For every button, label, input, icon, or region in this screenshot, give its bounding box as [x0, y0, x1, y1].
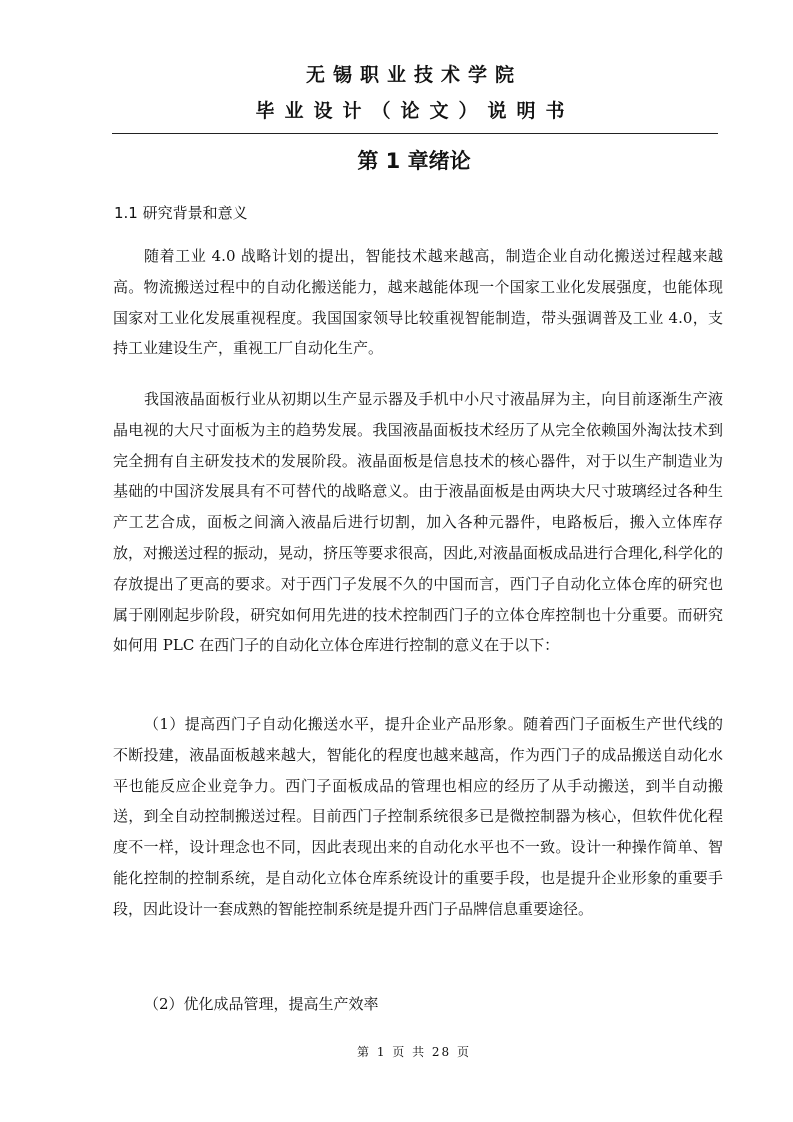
page-number-footer: 第 1 页 共 28 页 [357, 1045, 471, 1059]
section-title: 1.1 研究背景和意义 [114, 204, 248, 222]
header-rule [112, 133, 718, 134]
school-name: 无锡职业技术学院 [305, 64, 522, 86]
paragraph: 随着工业 4.0 战略计划的提出，智能技术越来越高，制造企业自动化搬送过程越来越高。物流搬送过程中的自动化搬送能力，越来越能体现一个国家工业化发展强度，也能体现国家对工业化发展重视程度。我国国家领导比较重视智能制造，带头强调普及工业 4.0，支持工业建设生产，重视工厂自动化生产。 [113, 247, 723, 358]
paragraph: 我国液晶面板行业从初期以生产显示器及手机中小尺寸液晶屏为主，向目前逐渐生产液晶电视的大尺寸面板为主的趋势发展。我国液晶面板技术经历了从完全依赖国外淘汰技术到完全拥有自主研发技术的发展阶段。液晶面板是信息技术的核心器件，对于以生产制造业为基础的中国济发展具有不可替代的战略意义。由于液晶面板是由两块大尺寸玻璃经过各种生产工艺合成，面板之间滴入液晶后进行切割，加入各种元器件，电路板后，搬入立体库存放，对搬送过程的振动，晃动，挤压等要求很高，因此,对液晶面板成品进行合理化,科学化的存放提出了更高的要求。对于西门子发展不久的中国而言，西门子自动化立体仓库的研究也属于刚刚起步阶段，研究如何用先进的技术控制西门子的立体仓库控制也十分重要。而研究如何用 PLC 在西门子的自动化立体仓库进行控制的意义在于以下： [113, 390, 723, 655]
paragraph: （1）提高西门子自动化搬送水平，提升企业产品形象。随着西门子面板生产世代线的不断投建，液晶面板越来越大，智能化的程度也越来越高，作为西门子的成品搬送自动化水平也能反应企业竞争力。西门子面板成品的管理也相应的经历了从手动搬送，到半自动搬送，到全自动控制搬送过程。目前西门子控制系统很多已是微控制器为核心，但软件优化程度不一样，设计理念也不同，因此表现出来的自动化水平也不一致。设计一种操作简单、智能化控制的控制系统，是自动化立体仓库系统设计的重要手段，也是提升企业形象的重要手段，因此设计一套成熟的智能控制系统是提升西门子品牌信息重要途径。 [113, 715, 723, 918]
document-type: 毕业设计（论文）说明书 [255, 100, 575, 122]
paragraph: （2）优化成品管理，提高生产效率 [144, 995, 379, 1013]
chapter-title: 第 1 章绪论 [357, 149, 471, 173]
